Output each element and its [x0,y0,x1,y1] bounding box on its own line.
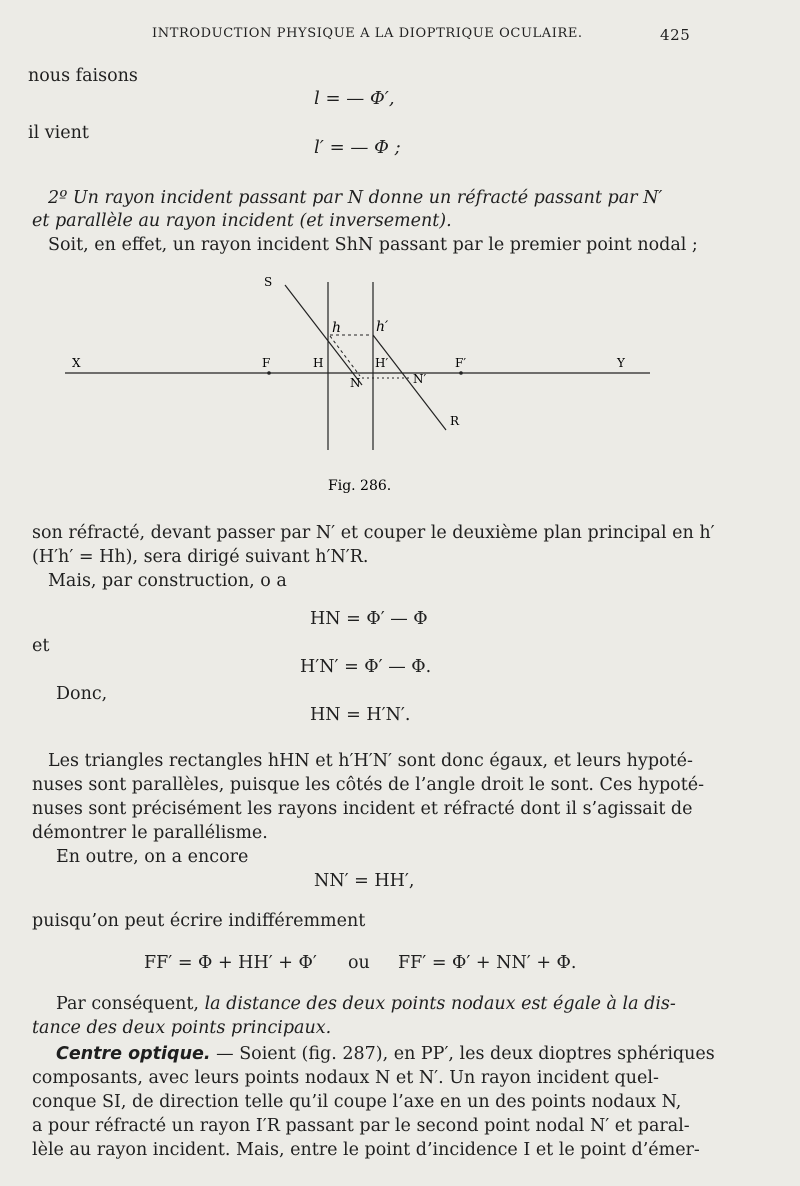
body2-line-5: En outre, on a encore [56,847,249,867]
equation-hn-equals-hpnp: HN = H′N′. [310,705,411,725]
body1-line-3: Mais, par construction, o a [48,571,287,591]
label-r: R [450,414,460,428]
dashed-h-n [330,336,360,376]
equation-ff-second: FF′ = Φ′ + NN′ + Φ. [398,953,577,973]
label-h: h [332,320,342,336]
focal-point-f [267,371,271,375]
proposition-line-1: 2º Un rayon incident passant par N donne un réfracté passant par N′ [48,188,663,208]
body2-line-2: nuses sont parallèles, puisque les côtés de l’angle droit le sont. Ces hypoté- [32,775,705,795]
text-et: et [32,636,50,656]
refracted-ray [373,335,446,430]
centre-optique-line-2: composants, avec leurs points nodaux N et N′. Un rayon incident quel- [32,1068,659,1088]
conclusion-prefix: Par conséquent, [56,994,199,1014]
conclusion-italic: la distance des deux points nodaux est égale à la dis- [204,994,676,1014]
conclusion-line-2: tance des deux points principaux. [32,1018,332,1038]
centre-optique-line-5: lèle au rayon incident. Mais, entre le point d’incidence I et le point d’émer- [32,1140,700,1160]
equation-l: l = — Φ′, [314,88,395,109]
equation-l-prime: l′ = — Φ ; [314,137,401,158]
body2-line-6: puisqu’on peut écrire indifféremment [32,911,366,931]
label-h-upper: H [313,356,324,370]
text-ou: ou [348,953,370,973]
body1-line-1: son réfracté, devant passer par N′ et couper le deuxième plan principal en h′ [32,523,715,543]
equation-hn: HN = Φ′ — Φ [310,609,428,629]
centre-optique-line-3: conque SI, de direction telle qu’il coupe l’axe en un des points nodaux N, [32,1092,682,1112]
body2-line-3: nuses sont précisément les rayons incident et réfracté dont il s’agissait de [32,799,693,819]
figure-caption: Fig. 286. [328,478,392,494]
proposition-line-2: et parallèle au rayon incident (et inversement). [32,211,452,231]
text-il-vient: il vient [28,123,89,143]
label-n: N [350,376,361,390]
label-x: X [72,356,81,370]
running-title: INTRODUCTION PHYSIQUE A LA DIOPTRIQUE OCULAIRE. [152,26,583,41]
figure-286 [0,260,800,500]
body2-line-1: Les triangles rectangles hHN et h′H′N′ sont donc égaux, et leurs hypoté- [48,751,693,771]
label-h-prime-upper: H′ [375,356,389,370]
conclusion-line-1 [56,992,676,1016]
body1-line-2: (H′h′ = Hh), sera dirigé suivant h′N′R. [32,547,369,567]
equation-hpnp: H′N′ = Φ′ — Φ. [300,657,432,677]
text-nous-faisons: nous faisons [28,66,138,86]
label-f-prime: F′ [455,356,467,370]
label-n-prime: N′ [413,372,427,386]
text-donc: Donc, [56,684,108,704]
equation-nn-hh: NN′ = HH′, [314,871,415,891]
focal-point-f-prime [459,371,463,375]
centre-optique-line-4: a pour réfracté un rayon I′R passant par le second point nodal N′ et paral- [32,1116,690,1136]
equation-ff-first: FF′ = Φ + HH′ + Φ′ [144,953,317,973]
label-h-prime: h′ [376,319,389,335]
label-f: F [262,356,271,370]
label-y: Y [617,356,625,370]
body2-line-4: démontrer le parallélisme. [32,823,268,843]
label-s: S [264,275,273,289]
page-number: 425 [660,26,691,44]
centre-optique-line-1 [56,1042,715,1066]
proposition-line-3: Soit, en effet, un rayon incident ShN passant par le premier point nodal ; [48,235,698,255]
section-heading-centre-optique: Centre optique. [56,1044,211,1064]
centre-optique-text-1: — Soient (fig. 287), en PP′, les deux dioptres sphériques [216,1044,715,1064]
